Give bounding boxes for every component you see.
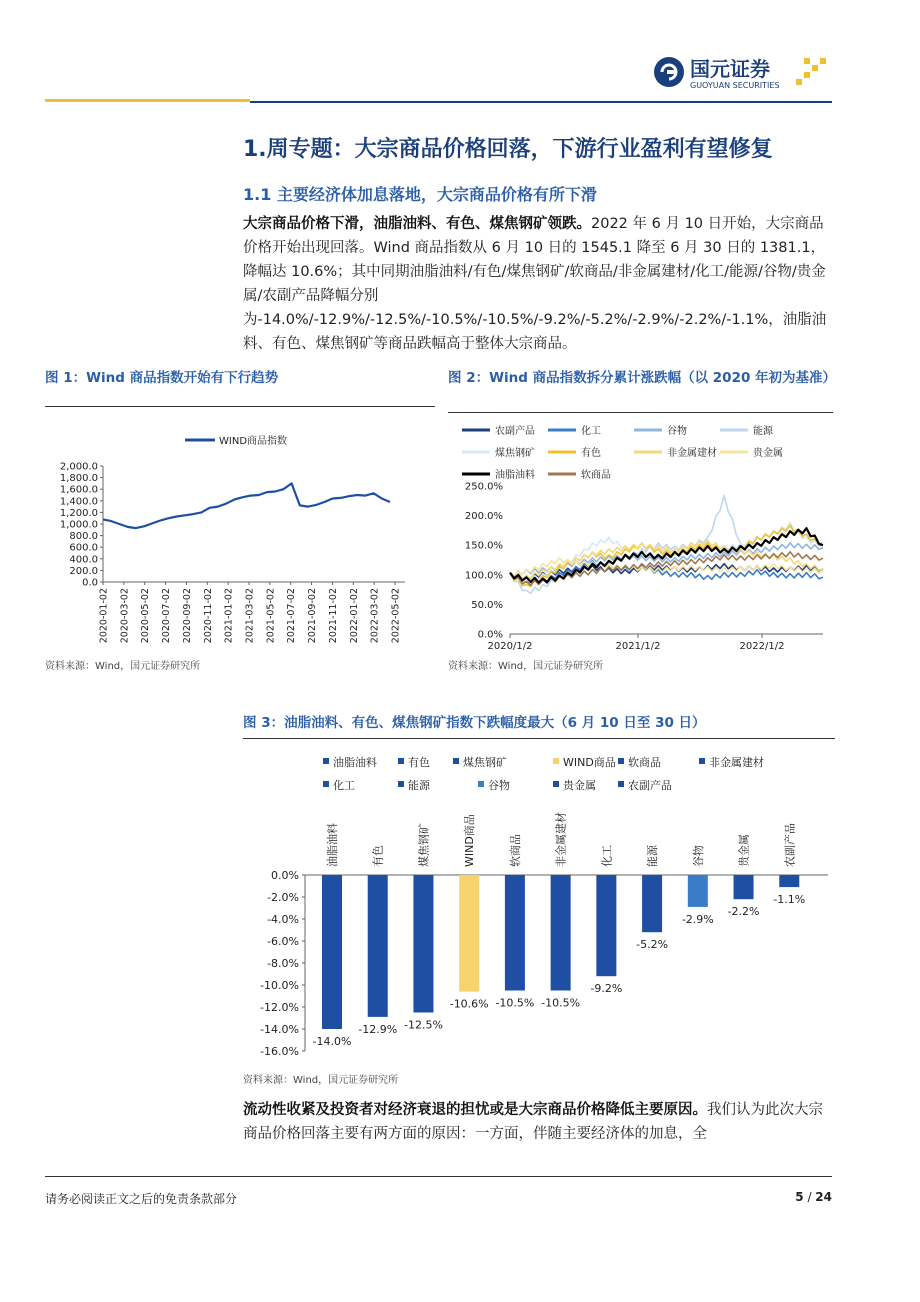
paragraph-1-text: 2022 年 6 月 10 日开始，大宗商品价格开始出现回落。Wind 商品指数从 6 月 10 日的 1545.1 降至 6 月 30 日的 1381.1，降幅达 10.6%；其中同期油脂油料/有色/煤焦钢矿/软商品/非金属建材/化工/能源/谷物/贵金属/农副产品降幅分别为-14.0%/-12.9%/-12.5%/-10.5%/-10.5%/-9.2%/-5.2%/-2.9%/-2.2%/-1.1%，油脂油料、有色、煤焦钢矿等商品跌幅高于整体大宗商品。 bbox=[243, 216, 827, 352]
y-tick-label: -6.0% bbox=[267, 935, 299, 948]
category-label: 有色 bbox=[371, 845, 385, 867]
legend-swatch bbox=[553, 758, 559, 764]
x-tick-label: 2020-09-02 bbox=[181, 588, 193, 644]
legend-label-wind: WIND商品指数 bbox=[219, 436, 288, 447]
legend-label: 煤焦钢矿 bbox=[495, 448, 535, 459]
header-rule-blue bbox=[250, 101, 832, 103]
y-tick-label: -14.0% bbox=[260, 1023, 299, 1036]
figure-1-source: 资料来源：Wind，国元证券研究所 bbox=[45, 661, 201, 672]
bar-value-label: -2.9% bbox=[681, 912, 714, 926]
bar-value-label: -1.1% bbox=[773, 893, 806, 907]
y-tick-label: 1,400.0 bbox=[59, 496, 98, 508]
category-label: 油脂油料 bbox=[326, 823, 339, 867]
y-tick-label: 50.0% bbox=[471, 599, 503, 611]
legend-label: 能源 bbox=[408, 779, 430, 792]
legend-label: 农副产品 bbox=[628, 779, 672, 792]
legend-label: 农副产品 bbox=[495, 426, 535, 437]
x-tick-label: 2022/1/2 bbox=[739, 641, 785, 652]
x-tick-label: 2021-01-02 bbox=[223, 588, 235, 644]
y-tick-label: 1,800.0 bbox=[59, 473, 98, 485]
x-tick-label: 2021-03-02 bbox=[244, 588, 256, 644]
y-tick-label: 800.0 bbox=[69, 531, 98, 543]
paragraph-1-lead: 大宗商品价格下滑，油脂油料、有色、煤焦钢矿领跌。 bbox=[243, 216, 591, 232]
footer-disclaimer: 请务必阅读正文之后的免责条款部分 bbox=[45, 1192, 238, 1206]
legend-label: 有色 bbox=[408, 756, 430, 769]
logo-brand-en: GUOYUAN SECURITIES bbox=[690, 81, 780, 90]
x-tick-label: 2022-01-02 bbox=[348, 588, 360, 644]
figure-1-chart bbox=[45, 410, 435, 655]
legend-label: 贵金属 bbox=[563, 779, 596, 792]
y-tick-label: 0.0% bbox=[477, 629, 503, 641]
paragraph-2-lead: 流动性收紧及投资者对经济衰退的担忧或是大宗商品价格降低主要原因。 bbox=[243, 1102, 707, 1118]
category-label: 能源 bbox=[646, 845, 660, 867]
x-tick-label: 2020-03-02 bbox=[119, 588, 131, 644]
y-tick-label: 0.0 bbox=[82, 577, 98, 589]
page-current: 5 bbox=[795, 1190, 804, 1204]
bar bbox=[642, 875, 662, 932]
legend-swatch bbox=[398, 781, 404, 787]
y-tick-label: 200.0% bbox=[464, 511, 503, 523]
legend-label: 煤焦钢矿 bbox=[463, 756, 507, 769]
x-tick-label: 2020-07-02 bbox=[161, 588, 173, 644]
bar-value-label: -12.9% bbox=[358, 1022, 398, 1036]
y-tick-label: -8.0% bbox=[267, 957, 299, 970]
y-tick-label: 100.0% bbox=[464, 570, 503, 582]
page-total: 24 bbox=[815, 1190, 832, 1204]
y-tick-label: 2,000.0 bbox=[59, 461, 98, 473]
legend-swatch bbox=[453, 758, 459, 764]
figure-1-title: 图 1：Wind 商品指数开始有下行趋势 bbox=[45, 370, 279, 386]
category-label: 煤焦钢矿 bbox=[417, 823, 431, 867]
bar bbox=[734, 875, 754, 899]
x-tick-label: 2022-03-02 bbox=[369, 588, 381, 644]
body-paragraph-1 bbox=[243, 212, 835, 356]
bar bbox=[779, 875, 799, 887]
bar-value-label: -10.6% bbox=[449, 997, 489, 1011]
category-label: 非金属建材 bbox=[554, 812, 568, 867]
legend-label: 油脂油料 bbox=[495, 470, 535, 481]
x-tick-label: 2021-07-02 bbox=[286, 588, 298, 644]
figure-2-rule bbox=[448, 412, 833, 413]
x-tick-label: 2020-05-02 bbox=[140, 588, 152, 644]
category-label: 贵金属 bbox=[737, 834, 751, 867]
x-tick-label: 2021/1/2 bbox=[615, 641, 661, 652]
x-tick-label: 2021-05-02 bbox=[265, 588, 277, 644]
bar bbox=[413, 875, 433, 1013]
bar bbox=[368, 875, 388, 1017]
x-tick-label: 2021-11-02 bbox=[327, 588, 339, 644]
bar bbox=[596, 875, 616, 976]
y-tick-label: 600.0 bbox=[69, 542, 98, 554]
x-tick-label: 2020-01-02 bbox=[98, 588, 110, 644]
bar-value-label: -12.5% bbox=[403, 1018, 443, 1032]
bar-value-label: -10.5% bbox=[495, 996, 535, 1010]
subsection-heading: 1.1 主要经济体加息落地，大宗商品价格有所下滑 bbox=[243, 185, 597, 204]
figure-3-chart bbox=[243, 742, 835, 1067]
x-tick-label: 2022-05-02 bbox=[390, 588, 402, 644]
y-tick-label: -16.0% bbox=[260, 1045, 299, 1058]
x-tick-label: 2021-09-02 bbox=[307, 588, 319, 644]
legend-label: 油脂油料 bbox=[333, 756, 377, 769]
company-logo bbox=[652, 52, 832, 92]
category-label: WIND商品 bbox=[463, 814, 477, 867]
y-tick-label: -4.0% bbox=[267, 913, 299, 926]
y-tick-label: 250.0% bbox=[464, 481, 503, 493]
y-tick-label: 1,600.0 bbox=[59, 484, 98, 496]
legend-swatch bbox=[699, 758, 705, 764]
x-tick-label: 2020-11-02 bbox=[202, 588, 214, 644]
logo-brand-cn: 国元证券 bbox=[690, 57, 770, 81]
category-label: 化工 bbox=[600, 845, 614, 867]
y-tick-label: 150.0% bbox=[464, 540, 503, 552]
bar-value-label: -2.2% bbox=[727, 905, 760, 919]
legend-label: 贵金属 bbox=[753, 448, 783, 459]
category-label: 农副产品 bbox=[783, 823, 797, 867]
legend-label: WIND商品 bbox=[563, 756, 616, 769]
legend-swatch bbox=[478, 781, 484, 787]
y-tick-label: 1,200.0 bbox=[59, 507, 98, 519]
bar-value-label: -10.5% bbox=[541, 996, 581, 1010]
paragraph-2-text: 我们认为此次大宗商品价格回落主要有两方面的原因：一方面，伴随主要经济体的加息，全 bbox=[243, 1102, 823, 1142]
figure-2-source: 资料来源：Wind，国元证券研究所 bbox=[448, 661, 604, 672]
bar bbox=[322, 875, 342, 1029]
series-line-wind bbox=[103, 483, 390, 528]
figure-3-title: 图 3：油脂油料、有色、煤焦钢矿指数下跌幅度最大（6 月 10 日至 30 日） bbox=[243, 715, 706, 731]
bar bbox=[459, 875, 479, 992]
legend-label: 化工 bbox=[581, 426, 601, 437]
category-label: 谷物 bbox=[691, 845, 705, 867]
legend-label: 非金属建材 bbox=[709, 756, 764, 769]
section-heading: 1.周专题：大宗商品价格回落，下游行业盈利有望修复 bbox=[243, 137, 773, 162]
bar bbox=[551, 875, 571, 991]
legend-label: 有色 bbox=[581, 448, 601, 459]
body-paragraph-2 bbox=[243, 1098, 835, 1146]
figure-1-rule bbox=[45, 406, 435, 407]
legend-label: 软商品 bbox=[581, 470, 611, 481]
legend-label: 化工 bbox=[333, 779, 355, 792]
figure-2-chart bbox=[448, 416, 833, 656]
bar-value-label: -5.2% bbox=[636, 938, 669, 952]
figure-2-title: 图 2：Wind 商品指数拆分累计涨跌幅（以 2020 年初为基准） bbox=[448, 370, 837, 386]
bar-value-label: -14.0% bbox=[312, 1035, 352, 1048]
bar-value-label: -9.2% bbox=[590, 982, 623, 996]
y-tick-label: 0.0% bbox=[271, 869, 299, 882]
x-tick-label: 2020/1/2 bbox=[487, 641, 533, 652]
legend-swatch bbox=[618, 781, 624, 787]
legend-label: 谷物 bbox=[667, 426, 687, 437]
y-tick-label: -12.0% bbox=[260, 1001, 299, 1014]
page-number: 5 / 24 bbox=[795, 1190, 832, 1204]
header-rule-gold bbox=[45, 99, 250, 102]
y-tick-label: 200.0 bbox=[69, 565, 98, 577]
footer-rule bbox=[45, 1176, 832, 1177]
y-tick-label: 1,000.0 bbox=[59, 519, 98, 531]
legend-swatch bbox=[618, 758, 624, 764]
legend-label: 能源 bbox=[753, 426, 773, 437]
legend-label: 谷物 bbox=[488, 779, 510, 792]
y-tick-label: 400.0 bbox=[69, 554, 98, 566]
legend-label: 软商品 bbox=[628, 756, 661, 769]
legend-swatch bbox=[323, 758, 329, 764]
category-label: 软商品 bbox=[508, 834, 522, 867]
figure-3-source: 资料来源：Wind，国元证券研究所 bbox=[243, 1075, 399, 1086]
legend-swatch bbox=[323, 781, 329, 787]
bar bbox=[505, 875, 525, 991]
y-tick-label: -10.0% bbox=[260, 979, 299, 992]
bar bbox=[688, 875, 708, 907]
legend-swatch bbox=[553, 781, 559, 787]
figure-3-rule bbox=[243, 738, 835, 739]
legend-swatch bbox=[398, 758, 404, 764]
legend-label: 非金属建材 bbox=[667, 448, 717, 459]
y-tick-label: -2.0% bbox=[267, 891, 299, 904]
